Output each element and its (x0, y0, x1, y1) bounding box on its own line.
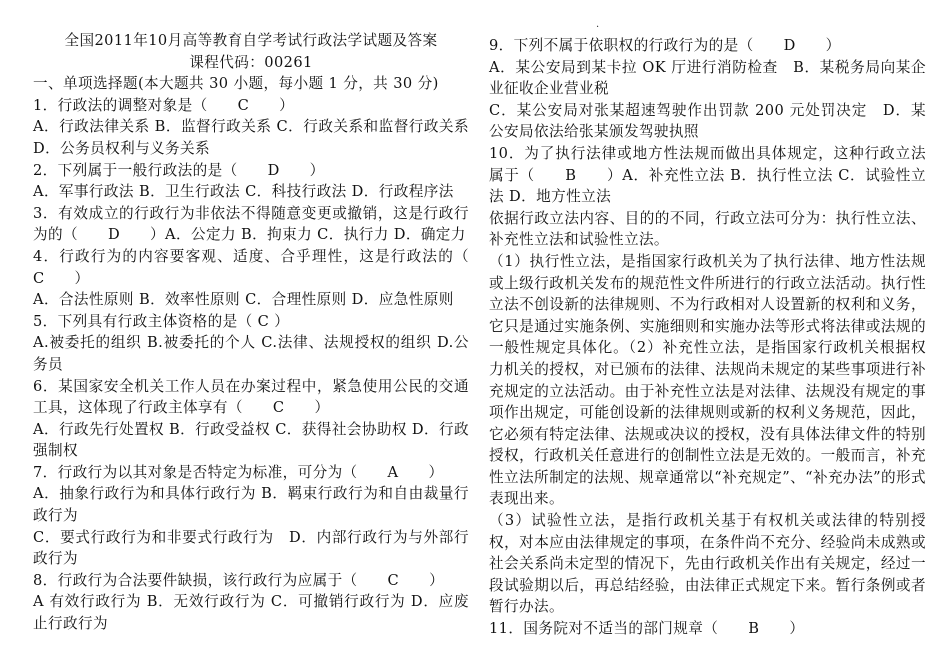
question-9: 9．下列不属于依职权的行政行为的是（ D ） (489, 37, 841, 54)
question-6-options: A．行政先行处置权 B．行政受益权 C．获得社会协助权 D．行政强制权 (33, 420, 469, 460)
question-2-options: A．军事行政法 B．卫生行政法 C．科技行政法 D．行政程序法 (33, 183, 454, 201)
question-2: 2．下列属于一般行政法的是（ D ） (33, 161, 325, 179)
scan-mark: · (596, 22, 608, 33)
question-3: 3．有效成立的行政行为非依法不得随意变更或撤销，这是行政行为的（ D ）A．公定力 B．拘束力 C．执行力 D．确定力 (33, 204, 469, 244)
question-9-options-ab: A．某公安局到某卡拉 OK 厅进行消防检查 B．某税务局向某企业征收企业营业税 (489, 58, 926, 98)
explanation-trial-legislation: （3）试验性立法，是指行政机关基于有权机关或法律的特别授权，对本应由法律规定的事项，在条件尚不充分、经验尚未成熟或社会关系尚未定型的情况下，先由行政机关作出有关规定，经过一段试验期以后，再总结经验，由法律正式规定下来。暂行条例或者暂行办法。 (489, 512, 926, 616)
section-heading: 一、单项选择题(本大题共 30 小题，每小题 1 分，共 30 分) (33, 75, 439, 93)
explanation-body: （1）执行性立法，是指国家行政机关为了执行法律、地方性法规或上级行政机关发布的规范性文件所进行的行政立法活动。执行性立法不创设新的法律规则、不为行政相对人设置新的权利和义务，它只是通过实施条例、实施细则和实施办法等形式将法律或法规的一般性规定具体化。（2）补充性立法，是指国家行政机关根据权力机关的授权，对已颁布的法律、法规尚未规定的某些事项进行补充规定的立法活动。由于补充性立法是对法律、法规没有规定的事项作出规定，可能创设新的法律规则或新的权利义务规范，因此，它必须有特定法律、法规或决议的授权，没有具体法律文件的特别授权，行政机关任意进行的创制性立法是无效的。一般而言，补充性立法所制定的法规、规章通常以“补充规定”、“补充办法”的形式表现出来。 (489, 252, 926, 508)
question-5-options: A.被委托的组织 B.被委托的个人 C.法律、法规授权的组织 D.公务员 (33, 334, 469, 373)
question-8: 8．行政行为合法要件缺损，该行政行为应属于（ C ） (33, 571, 445, 589)
question-9-options-cd: C．某公安局对张某超速驾驶作出罚款 200 元处罚决定 D．某公安局依法给张某颁发驾驶执照 (489, 101, 926, 141)
question-6: 6．某国家安全机关工作人员在办案过程中，紧急使用公民的交通工具，这体现了行政主体享有（ C ） (33, 377, 469, 417)
left-column (33, 30, 499, 635)
question-4: 4．行政行为的内容要客观、适度、合乎理性，这是行政法的（ C ） (33, 247, 499, 287)
question-11: 11．国务院对不适当的部门规章（ B ） (489, 620, 805, 638)
question-7-options-ab: A．抽象行政行为和具体行政行为 B．羁束行政行为和自由裁量行政行为 (33, 485, 469, 525)
right-column (489, 35, 926, 640)
question-1-options: A．行政法律关系 B．监督行政关系 C．行政关系和监督行政关系 D．公务员权利与义务关系 (33, 118, 469, 157)
document-title: 全国2011年10月高等教育自学考试行政法学试题及答案 (64, 32, 438, 49)
question-4-options: A．合法性原则 B．效率性原则 C．合理性原则 D．应急性原则 (33, 291, 454, 309)
question-8-options: A 有效行政行为 B．无效行政行为 C．可撤销行政行为 D．应废止行政行为 (33, 593, 469, 633)
question-10: 10．为了执行法律或地方性法规而做出具体规定，这种行政立法属于（ B ）A．补充性立法 B．执行性立法 C．试验性立法 D．地方性立法 (489, 144, 926, 206)
question-7: 7．行政行为以其对象是否特定为标准，可分为（ A ） (33, 463, 444, 481)
question-7-options-cd: C．要式行政行为和非要式行政行为 D．内部行政行为与外部行政行为 (33, 528, 469, 568)
question-5: 5．下列具有行政主体资格的是（ C ） (33, 312, 290, 330)
course-code: 课程代码：00261 (189, 53, 313, 71)
explanation-intro: 依据行政立法内容、目的的不同，行政立法可分为：执行性立法、补充性立法和试验性立法。 (489, 209, 926, 249)
question-1: 1．行政法的调整对象是（ C ） (33, 96, 295, 114)
